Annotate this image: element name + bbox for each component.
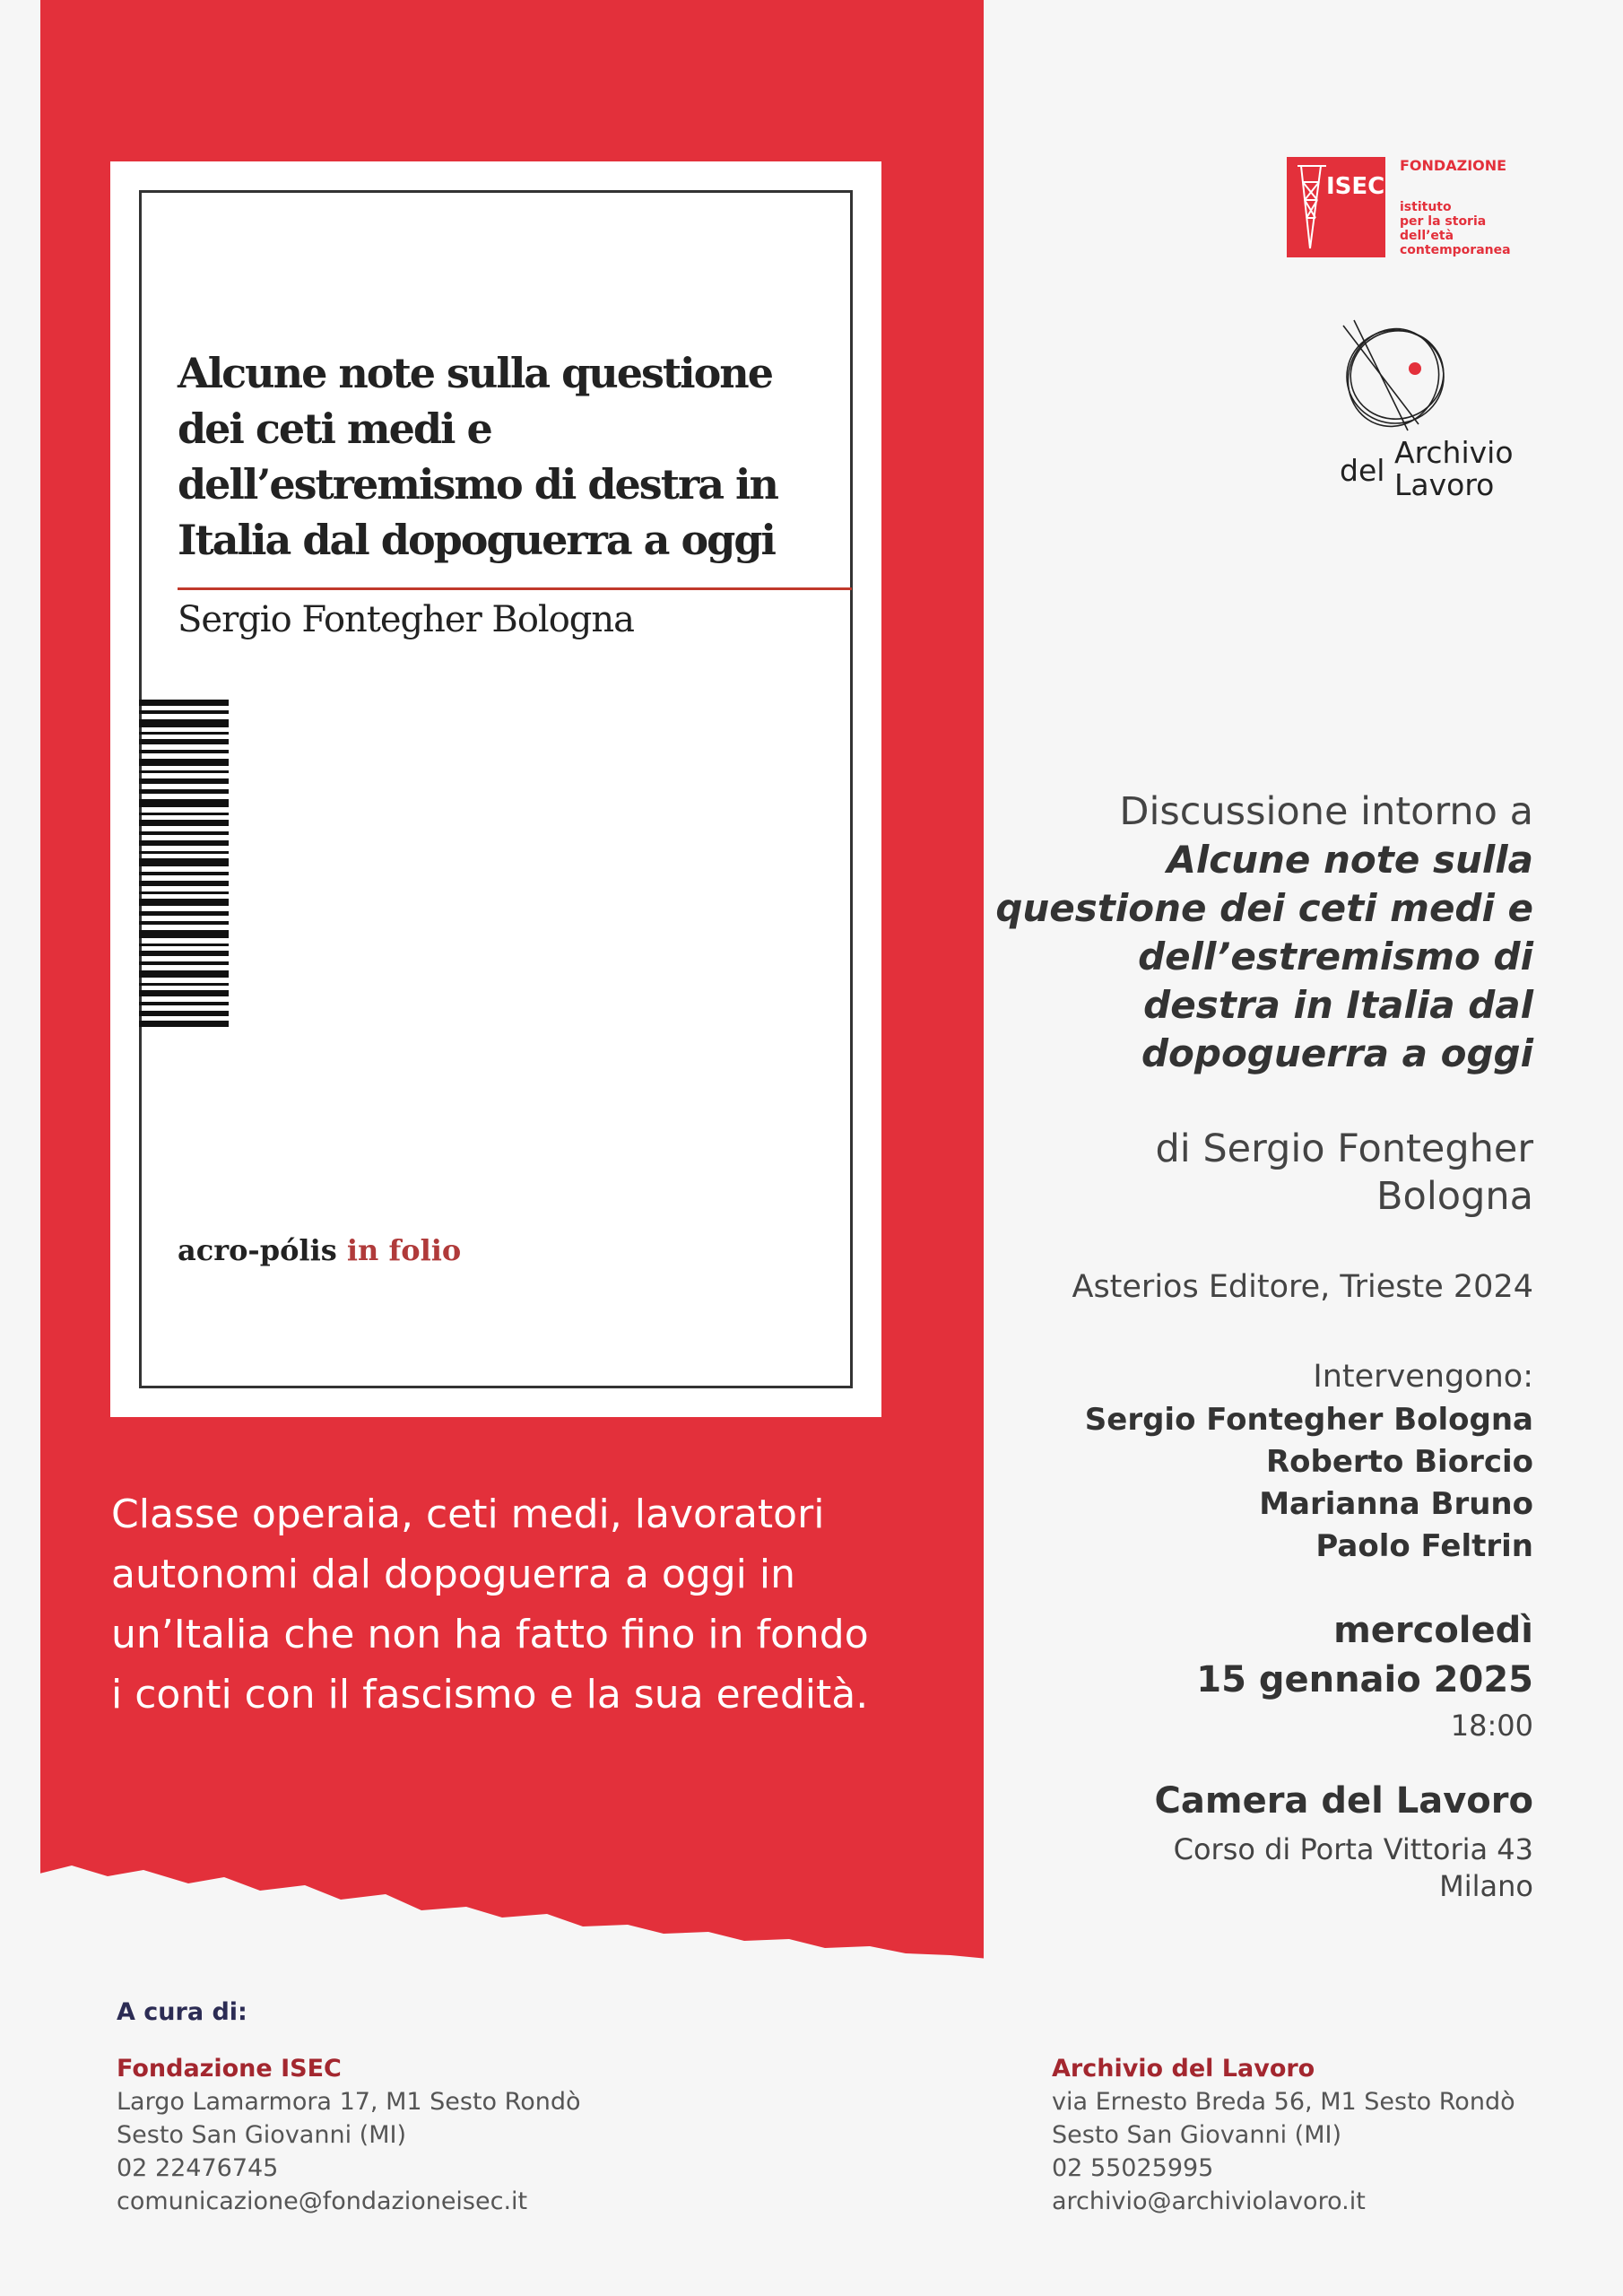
isec-tower-icon <box>1294 164 1330 250</box>
speaker-name: Roberto Biorcio <box>1265 1444 1533 1480</box>
isec-logo <box>1287 157 1538 265</box>
event-publisher: Asterios Editore, Trieste 2024 <box>1072 1269 1533 1305</box>
isec-logo-mark <box>1287 157 1385 257</box>
organizer-email[interactable]: archivio@archiviolavoro.it <box>1052 2187 1366 2215</box>
organizer-archivio <box>1052 2052 1515 2218</box>
isec-logo-label: FONDAZIONE <box>1400 157 1507 174</box>
organizer-phone[interactable]: 02 55025995 <box>1052 2154 1214 2182</box>
cover-publisher-main: acro-pólis <box>178 1233 337 1267</box>
speaker-name: Marianna Bruno <box>1259 1486 1533 1522</box>
isec-logo-text: ISEC <box>1326 173 1385 200</box>
speakers-label: Intervengono: <box>1313 1359 1533 1395</box>
speaker-name: Sergio Fontegher Bologna <box>1084 1402 1533 1438</box>
event-book-title: Alcune note sulla questione dei ceti medi e dell’estremismo di destra in Italia dal dopoguerra a oggi <box>995 838 1533 1075</box>
organizer-phone[interactable]: 02 22476745 <box>117 2154 279 2182</box>
organizer-address: Largo Lamarmora 17, M1 Sesto Rondò <box>117 2088 581 2116</box>
book-cover-image <box>110 161 881 1417</box>
speaker-name: Paolo Feltrin <box>1315 1528 1533 1564</box>
venue-address <box>1174 1831 1533 1905</box>
event-time: 18:00 <box>1450 1709 1533 1743</box>
venue-name: Camera del Lavoro <box>1154 1780 1533 1822</box>
cover-title: Alcune note sulla questione dei ceti medi e dell’estremismo di destra in Italia dal dopoguerra a oggi <box>178 349 777 564</box>
organizer-address: via Ernesto Breda 56, M1 Sesto Rondò <box>1052 2088 1515 2116</box>
organizer-city: Sesto San Giovanni (MI) <box>1052 2121 1341 2149</box>
archivio-del-lavoro-logo <box>1336 318 1533 507</box>
cover-publisher <box>178 1233 461 1267</box>
archivio-circle-icon <box>1336 318 1453 435</box>
cover-publisher-accent: in folio <box>346 1233 462 1267</box>
archivio-logo-word-archivio: Archivio <box>1394 435 1514 470</box>
organizer-city: Sesto San Giovanni (MI) <box>117 2121 406 2149</box>
curated-by-label: A cura di: <box>117 1998 247 2026</box>
venue-street: Corso di Porta Vittoria 43 <box>1173 1832 1533 1866</box>
organizer-email[interactable]: comunicazione@fondazioneisec.it <box>117 2187 528 2215</box>
cover-author: Sergio Fontegher Bologna <box>178 599 634 640</box>
archivio-logo-word-lavoro: Lavoro <box>1394 467 1495 502</box>
organizer-name: Fondazione ISEC <box>117 2055 342 2083</box>
event-author: di Sergio Fontegher Bologna <box>1155 1126 1533 1219</box>
event-day: mercoledì <box>1333 1610 1533 1651</box>
venue-city: Milano <box>1439 1869 1533 1903</box>
blurb-text: Classe operaia, ceti medi, lavoratori autonomi dal dopoguerra a oggi in un’Italia che non ha fatto fino in fondo i conti con il fascismo e la sua eredità. <box>111 1492 869 1718</box>
cover-divider <box>178 587 852 590</box>
isec-logo-subtitle: istituto per la storia dell’età contemporanea <box>1400 200 1511 257</box>
archivio-logo-word-del: del <box>1340 453 1385 488</box>
organizer-isec <box>117 2052 580 2218</box>
discussion-intro: Discussione intorno a <box>1119 789 1533 834</box>
organizer-name: Archivio del Lavoro <box>1052 2055 1315 2083</box>
barcode-graphic <box>139 700 229 1027</box>
event-date: 15 gennaio 2025 <box>1196 1659 1533 1700</box>
speakers-list <box>1085 1399 1533 1568</box>
